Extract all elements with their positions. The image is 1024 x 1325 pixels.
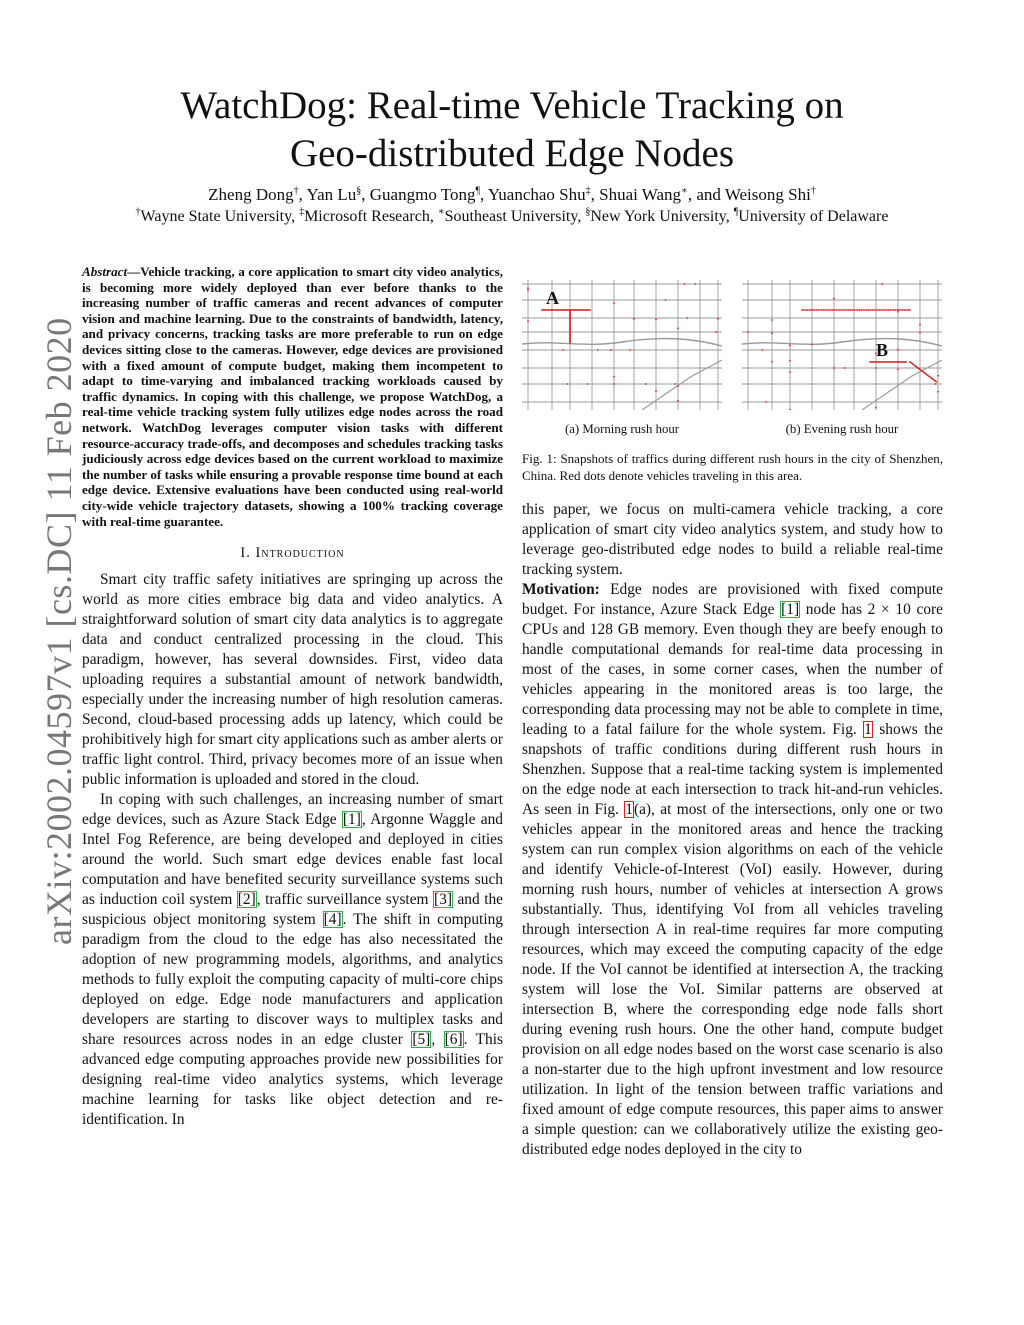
vehicle-dot: [833, 298, 835, 300]
vehicle-dot: [562, 349, 564, 351]
vehicle-dot: [771, 319, 773, 321]
vehicle-dot: [567, 383, 569, 385]
vehicle-dot: [837, 309, 839, 311]
vehicle-dot: [875, 367, 877, 369]
vehicle-dot: [629, 349, 631, 351]
affiliation: ¶University of Delaware: [733, 206, 889, 225]
vehicle-dot: [875, 407, 877, 409]
vehicle-dot: [833, 367, 835, 369]
vehicle-dot: [789, 344, 791, 346]
vehicle-dot: [789, 409, 791, 410]
vehicle-dot: [811, 343, 813, 345]
vehicle-dot: [919, 324, 921, 326]
citation-link[interactable]: [4]: [323, 911, 342, 929]
left-column: [82, 264, 503, 1130]
road-line: [862, 360, 942, 410]
vehicle-dot: [674, 383, 676, 385]
vehicle-dot: [677, 385, 679, 387]
vehicle-dot: [613, 302, 615, 304]
vehicle-dot: [848, 309, 850, 311]
author: Yuanchao Shu‡,: [487, 185, 600, 204]
vehicle-dot: [936, 381, 938, 383]
vehicle-dot: [937, 391, 939, 393]
vehicle-dot: [889, 309, 891, 311]
vehicle-dot: [665, 299, 667, 301]
vehicle-dot: [825, 309, 827, 311]
figure-link[interactable]: 1: [864, 721, 872, 738]
vehicle-dot: [816, 309, 818, 311]
vehicle-dot: [907, 309, 909, 311]
vehicle-dot: [850, 309, 852, 311]
vehicle-dot: [884, 309, 886, 311]
vehicle-dot: [527, 289, 529, 291]
vehicle-dot: [839, 309, 841, 311]
citation-link[interactable]: [6]: [444, 1031, 463, 1049]
vehicle-dot: [835, 309, 837, 311]
vehicle-dot: [897, 309, 899, 311]
vehicle-dot: [905, 361, 907, 363]
vehicle-dot: [870, 309, 872, 311]
vehicle-dot: [937, 375, 939, 377]
vehicle-dot: [844, 309, 846, 311]
vehicle-dot: [801, 309, 803, 311]
vehicle-dot: [897, 368, 899, 370]
vehicle-dot: [613, 383, 615, 385]
right-paragraph-continued: this paper, we focus on multi-camera vehicle tracking, a core application of smart city video analytics system, and study how to leverage geo-distributed edge nodes to build a reliable real-time tracking system.: [522, 501, 943, 578]
figure-link[interactable]: 1: [625, 801, 633, 818]
vehicle-dot: [875, 309, 877, 311]
vehicle-dot: [803, 309, 805, 311]
vehicle-dot: [898, 309, 900, 311]
vehicle-dot: [846, 309, 848, 311]
vehicle-dot: [808, 309, 810, 311]
affiliation: §New York University,: [585, 206, 734, 225]
intro-paragraph-1: Smart city traffic safety initiatives are springing up across the world as more cities embrace big data and video analytics. A straightforward solution of smart city data analytics is to aggregate data and conduct centralized processing in the cloud. This paradigm, however, has several downsides. First, video data uploading requires a substantial amount of network bandwidth, especially under the increasing number of high resolution cameras. Second, cloud-based processing adds up latency, which could be prohibitively high for smart city applications such as amber alerts or traffic light control. Third, privacy becomes more of an issue when public information is uploaded and stored in the cloud.: [82, 571, 503, 789]
citation-link[interactable]: [1]: [781, 601, 800, 618]
citation-link[interactable]: [3]: [434, 891, 452, 909]
subfigure-evening: [742, 280, 942, 436]
vehicle-dot: [610, 349, 612, 351]
abstract-text: —Vehicle tracking, a core application to smart city video analytics, is becoming more widely deployed than ever before thanks to the increasing number of traffic cameras and recent advances of computer vision and machine learning. Due to the constraints of bandwidth, latency, and privacy concerns, tracking tasks are more preferable to run on edge devices sitting close to the cameras. However, edge devices are provisioned with a fixed amount of compute budget, making them incompetent to adapt to time-varying and imbalanced tracking workloads caused by traffic dynamics. In coping with this challenge, we propose WatchDog, a real-time vehicle tracking system fully utilizes edge nodes across the road network. WatchDog leverages computer vision tasks with different resource-accuracy trade-offs, and decomposes and schedules tracking tasks judiciously across edge devices based on the current workload to maximize the number of tasks while ensuring a provable response time bound at each edge device. Extensive evaluations have been conducted using real-world city-wide vehicle trajectory datasets, showing a 100% tracking coverage with real-time guarantee.: [82, 264, 503, 529]
vehicle-dot: [841, 309, 843, 311]
author: Guangmo Tong¶,: [369, 185, 488, 204]
abstract: [82, 264, 503, 529]
vehicle-dot: [935, 383, 937, 385]
vehicle-dot: [853, 309, 855, 311]
vehicle-dot: [645, 383, 647, 385]
intersection-label-a: A: [546, 288, 559, 308]
vehicle-dot: [881, 283, 883, 285]
vehicle-dot: [747, 331, 749, 333]
vehicle-dot: [886, 309, 888, 311]
author: Zheng Dong†,: [208, 185, 307, 204]
vehicle-dot: [862, 309, 864, 311]
vehicle-dot: [880, 309, 882, 311]
vehicle-dot: [873, 309, 875, 311]
vehicle-dot: [587, 383, 589, 385]
section-heading-introduction: I. Introduction: [240, 545, 345, 562]
vehicle-dot: [715, 331, 717, 333]
traffic-map-morning: [522, 280, 722, 410]
author: Weisong Shi†: [724, 185, 816, 204]
vehicle-dot: [868, 309, 870, 311]
vehicle-dot: [613, 376, 615, 378]
vehicle-dot: [828, 309, 830, 311]
vehicle-dot: [900, 309, 902, 311]
title-line-2: Geo-distributed Edge Nodes: [289, 132, 735, 175]
vehicle-dot: [861, 309, 863, 311]
vehicle-dot: [597, 349, 599, 351]
vehicle-dot: [826, 309, 828, 311]
vehicle-dot: [902, 309, 904, 311]
vehicle-dot: [819, 309, 821, 311]
vehicle-dot: [859, 309, 861, 311]
vehicle-dot: [686, 317, 688, 319]
citation-link[interactable]: [5]: [412, 1031, 431, 1049]
motivation-label: Motivation:: [522, 581, 600, 598]
vehicle-dot: [589, 309, 591, 311]
affiliation: ‡Microsoft Research,: [299, 206, 438, 225]
vehicle-dot: [655, 390, 657, 392]
vehicle-dot: [789, 360, 791, 362]
title-line-1: WatchDog: Real-time Vehicle Tracking on: [180, 84, 844, 127]
subfigure-caption-b: (b) Evening rush hour: [785, 422, 899, 436]
vehicle-dot: [677, 400, 679, 402]
vehicle-dot: [857, 309, 859, 311]
vehicle-dot: [882, 309, 884, 311]
vehicle-dot: [888, 309, 890, 311]
vehicle-dot: [812, 309, 814, 311]
vehicle-dot: [897, 311, 899, 313]
vehicle-dot: [823, 309, 825, 311]
vehicle-dot: [771, 361, 773, 363]
arxiv-identifier: arXiv:2002.04597v1 [cs.DC] 11 Feb 2020: [39, 317, 79, 945]
vehicle-dot: [909, 309, 911, 311]
vehicle-dot: [771, 332, 773, 334]
vehicle-dot: [527, 320, 529, 322]
intro-paragraph-2: In coping with such challenges, an increasing number of smart edge devices, such as Azure Stack Edge [1], Argonne Waggle and Intel Fog Reference, are being developed and deployed in cities around the world. Such smart edge devices enable fast local computation and have benefited security surveillance systems such as induction coil system [2], traffic surveillance system [3] and the suspicious object monitoring system [4]. The shift in computing paradigm from the cloud to the edge has also necessitated the adoption of new programming models, algorithms, and analytics methods to fully exploit the computing capacity of multi-core chips deployed on edge. Edge node manufacturers and application developers are starting to discover ways to multiplex tasks and share resources across nodes in an edge cluster [5], [6]. This advanced edge computing approaches provide new possibilities for designing real-time video analytics systems, which leverage machine learning for tasks like object detection and re-identification. In: [82, 791, 504, 1129]
vehicle-dot: [810, 309, 812, 311]
vehicle-dot: [655, 319, 657, 321]
vehicle-dot: [871, 309, 873, 311]
vehicle-dot: [717, 318, 719, 320]
road-line: [642, 360, 722, 410]
citation-link[interactable]: [2]: [237, 891, 256, 909]
vehicle-dot: [891, 309, 893, 311]
traffic-map-evening: [742, 280, 942, 410]
figure-caption: Fig. 1: Snapshots of traffics during different rush hours in the city of Shenzhen, China. Red dots denote vehicles traveling in this area.: [522, 451, 943, 483]
vehicle-dot: [694, 283, 696, 285]
abstract-label: Abstract: [82, 264, 128, 279]
vehicle-dot: [677, 327, 679, 329]
vehicle-dot: [830, 309, 832, 311]
vehicle-dot: [895, 309, 897, 311]
vehicle-dot: [877, 309, 879, 311]
vehicle-dot: [866, 309, 868, 311]
author: Yan Lu§,: [306, 185, 370, 204]
subfigure-morning: [522, 280, 722, 436]
vehicle-dot: [765, 401, 767, 403]
vehicle-dot: [805, 309, 807, 311]
vehicle-dot: [821, 309, 823, 311]
citation-link[interactable]: [1]: [342, 811, 361, 829]
vehicle-dot: [864, 309, 866, 311]
vehicle-dot: [684, 283, 686, 285]
author: Shuai Wang∗, and: [599, 185, 725, 204]
author-list: [60, 184, 964, 206]
vehicle-dot: [817, 309, 819, 311]
vehicle-dot: [633, 318, 635, 320]
intersection-label-b: B: [876, 340, 889, 360]
right-column: [522, 500, 943, 1160]
motivation-paragraph: Motivation: Edge nodes are provisioned with fixed compute budget. For instance, Azure Stack Edge [1] node has 2 × 10 core CPUs and 128 GB memory. Even though they are beefy enough to handle computational demands for real-time data processing in most of the cases, in some corner cases, when the number of vehicles appearing in the monitored areas is too large, the corresponding data processing may not be able to complete in time, leading to a fatal failure for the whole system. Fig. 1 shows the snapshots of traffic conditions during different rush hours in Shenzhen. Suppose that a real-time tacking system is implemented on the edge node at each intersection to track hit-and-run vehicles. As seen in Fig. 1(a), at most of the intersections, only one or two vehicles appear in the monitored areas and hence the tracking system can run complex vision algorithms on each of the vehicle and identify Vehicle-of-Interest (VoI) easily. However, during morning rush hours, number of vehicles at intersection A grows substantially. Thus, identifying VoI from all vehicles traveling through intersection A in real-time requires far more computing resources, which may exceed the computing capacity of the edge node. If the VoI cannot be identified at intersection A, the tracking system will lose the VoI. Similar patterns are observed at intersection B, where the corresponding edge node falls short during evening rush hours. One the other hand, compute budget provision on all edge nodes based on the worst case scenario is also a non-starter due to the high upfront investment and low resource utilization. In light of the tension between traffic variations and fixed amount of edge compute resources, this paper aims to answer a simple question: can we collaboratively utilize the existing geo-distributed edge nodes deployed in the city to: [522, 581, 944, 1158]
affiliation: ∗Southeast University,: [437, 206, 586, 225]
vehicle-dot: [879, 309, 881, 311]
paper-title: [80, 82, 944, 178]
vehicle-dot: [919, 332, 921, 334]
vehicle-dot: [904, 309, 906, 311]
vehicle-dot: [843, 309, 845, 311]
vehicle-dot: [814, 309, 816, 311]
vehicle-dot: [855, 309, 857, 311]
vehicle-dot: [844, 367, 846, 369]
vehicle-dot: [852, 309, 854, 311]
vehicle-dot: [832, 309, 834, 311]
vehicle-dot: [834, 309, 836, 311]
affiliation: †Wayne State University,: [135, 206, 300, 225]
vehicle-dot: [569, 342, 571, 344]
vehicle-dot: [761, 349, 763, 351]
vehicle-dot: [527, 287, 529, 289]
vehicle-dot: [906, 309, 908, 311]
vehicle-dot: [897, 349, 899, 351]
vehicle-dot: [789, 371, 791, 373]
subfigure-caption-a: (a) Morning rush hour: [564, 422, 680, 436]
vehicle-dot: [893, 309, 895, 311]
vehicle-dot: [807, 309, 809, 311]
affiliation-list: [60, 206, 964, 228]
